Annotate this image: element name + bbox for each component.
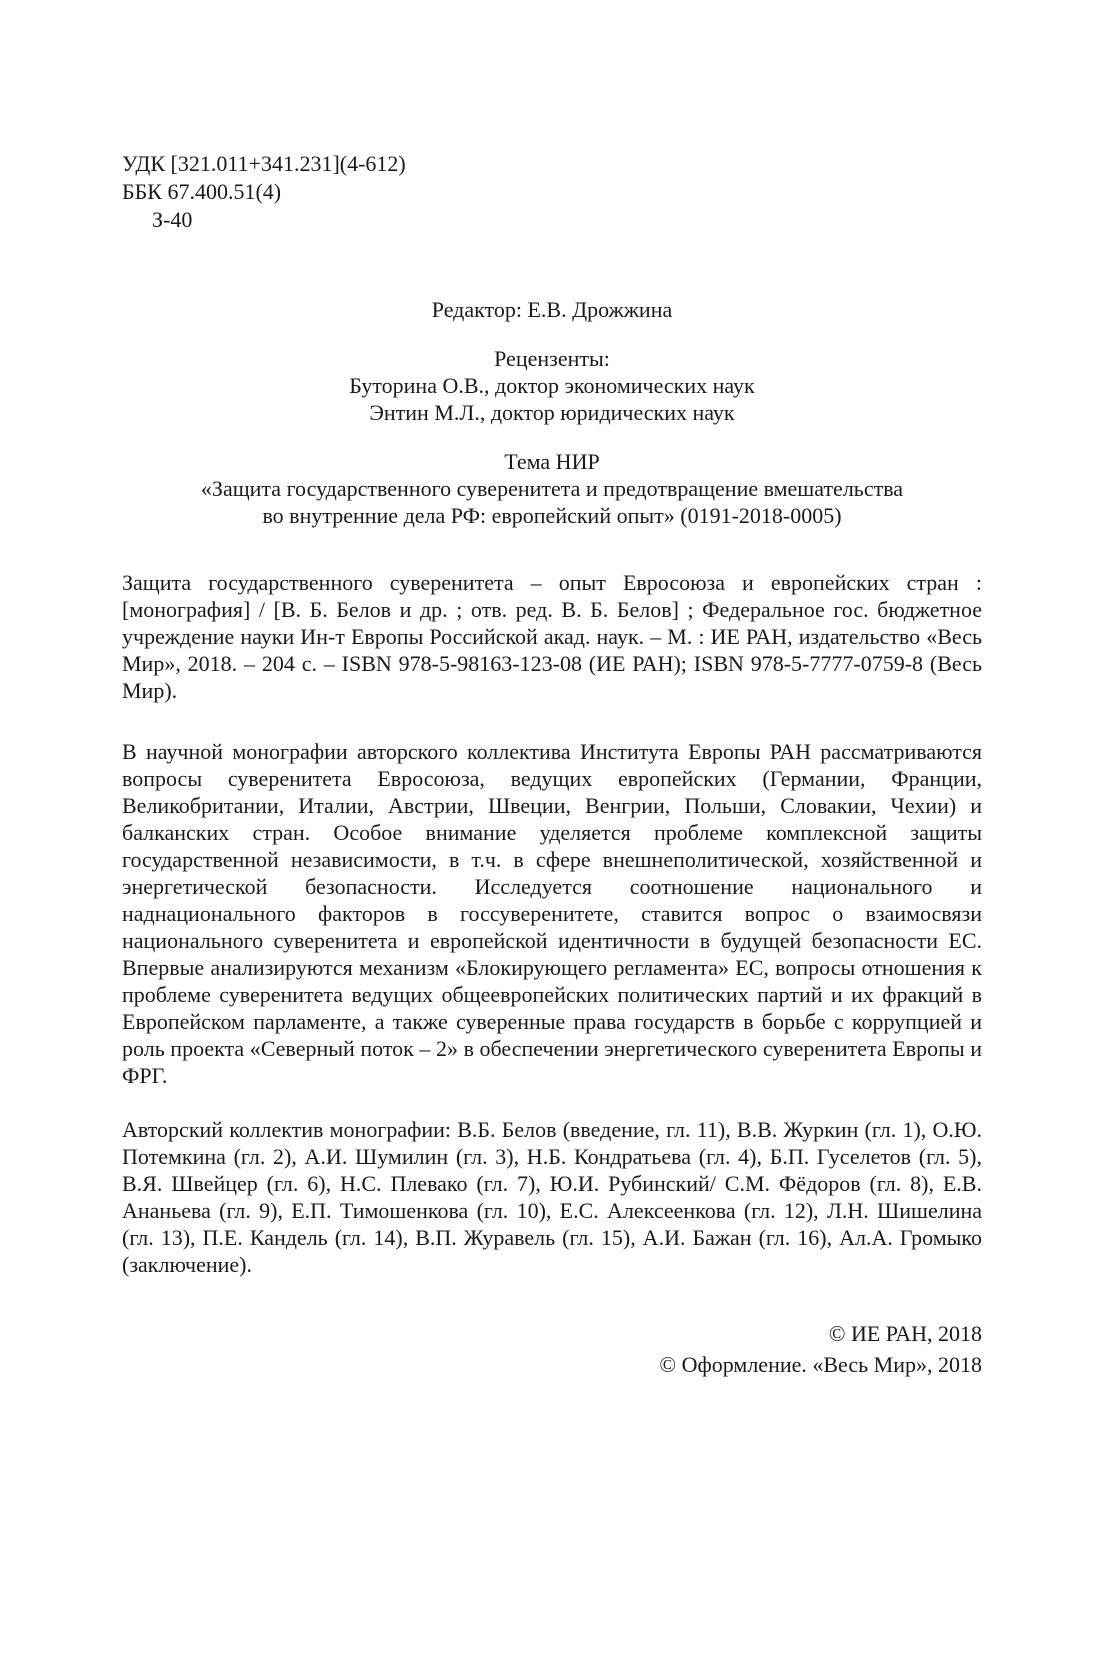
reviewers-heading: Рецензенты: (494, 346, 610, 371)
copyright-line: © Оформление. «Весь Мир», 2018 (659, 1352, 982, 1377)
bbk-code: ББК 67.400.51(4) (122, 179, 282, 204)
bibliographic-record: Защита государственного суверенитета – опыт Евросоюза и европейских стран : [монография] / [В. Б. Белов и др. ; отв. ред. В. Б. Белов] ; Федеральное гос. бюджетное учреждение науки Ин-т Европы Российской акад. наук. – М. : ИЕ РАН, издательство «Весь Мир», 2018. – 204 с. – ISBN 978-5-98163-123-08 (ИЕ РАН); ISBN 978-5-7777-0759-8 (Весь Мир). (122, 570, 982, 703)
copyright-block (122, 1318, 982, 1380)
research-topic-line: «Защита государственного суверенитета и предотвращение вмешательства (200, 476, 904, 501)
reviewer-item: Буторина О.В., доктор экономических наук (349, 373, 755, 398)
classification-codes (122, 150, 982, 234)
research-topic-heading: Тема НИР (504, 449, 600, 474)
udk-code: УДК [321.011+341.231](4-612) (122, 151, 406, 176)
author-mark: З-40 (152, 207, 193, 232)
reviewer-item: Энтин М.Л., доктор юридических наук (369, 400, 735, 425)
editor: Редактор: Е.В. Дрожжина (431, 297, 673, 322)
research-topic-line: во внутренние дела РФ: европейский опыт» (0191-2018-0005) (262, 503, 842, 528)
research-topic-block (122, 448, 982, 529)
authors-collective: Авторский коллектив монографии: В.Б. Белов (введение, гл. 11), В.В. Журкин (гл. 1), О.Ю. Потемкина (гл. 2), А.И. Шумилин (гл. 3), Н.Б. Кондратьева (гл. 4), Б.П. Гуселетов (гл. 5), В.Я. Швейцер (гл. 6), Н.С. Плевако (гл. 7), Ю.И. Рубинский/ С.М. Фёдоров (гл. 8), Е.В. Ананьева (гл. 9), Е.П. Тимошенкова (гл. 10), Е.С. Алексеенкова (гл. 12), Л.Н. Шишелина (гл. 13), П.Е. Кандель (гл. 14), В.П. Журавель (гл. 15), А.И. Бажан (гл. 16), Ал.А. Громыко (заключение). (122, 1117, 982, 1277)
imprint-page (122, 150, 982, 1380)
abstract: В научной монографии авторского коллектива Института Европы РАН рассматриваются вопросы суверенитета Евросоюза, ведущих европейских (Германии, Франции, Великобритании, Италии, Австрии, Швеции, Венгрии, Польши, Словакии, Чехии) и балканских стран. Особое внимание уделяется проблеме комплексной защиты государственной независимости, в т.ч. в сфере внешнеполитической, хозяйственной и энергетической безопасности. Исследуется соотношение национального и наднационального факторов в госсуверенитете, ставится вопрос о взаимосвязи национального суверенитета и европейской идентичности в будущей безопасности ЕС. Впервые анализируются механизм «Блокирующего регламента» ЕС, вопросы отношения к проблеме суверенитета ведущих общеевропейских политических партий и их фракций в Европейском парламенте, а также суверенные права государств в борьбе с коррупцией и роль проекта «Северный поток – 2» в обеспечении энергетического суверенитета Европы и ФРГ. (122, 739, 982, 1088)
copyright-line: © ИЕ РАН, 2018 (828, 1321, 982, 1346)
reviewers-block (122, 345, 982, 426)
